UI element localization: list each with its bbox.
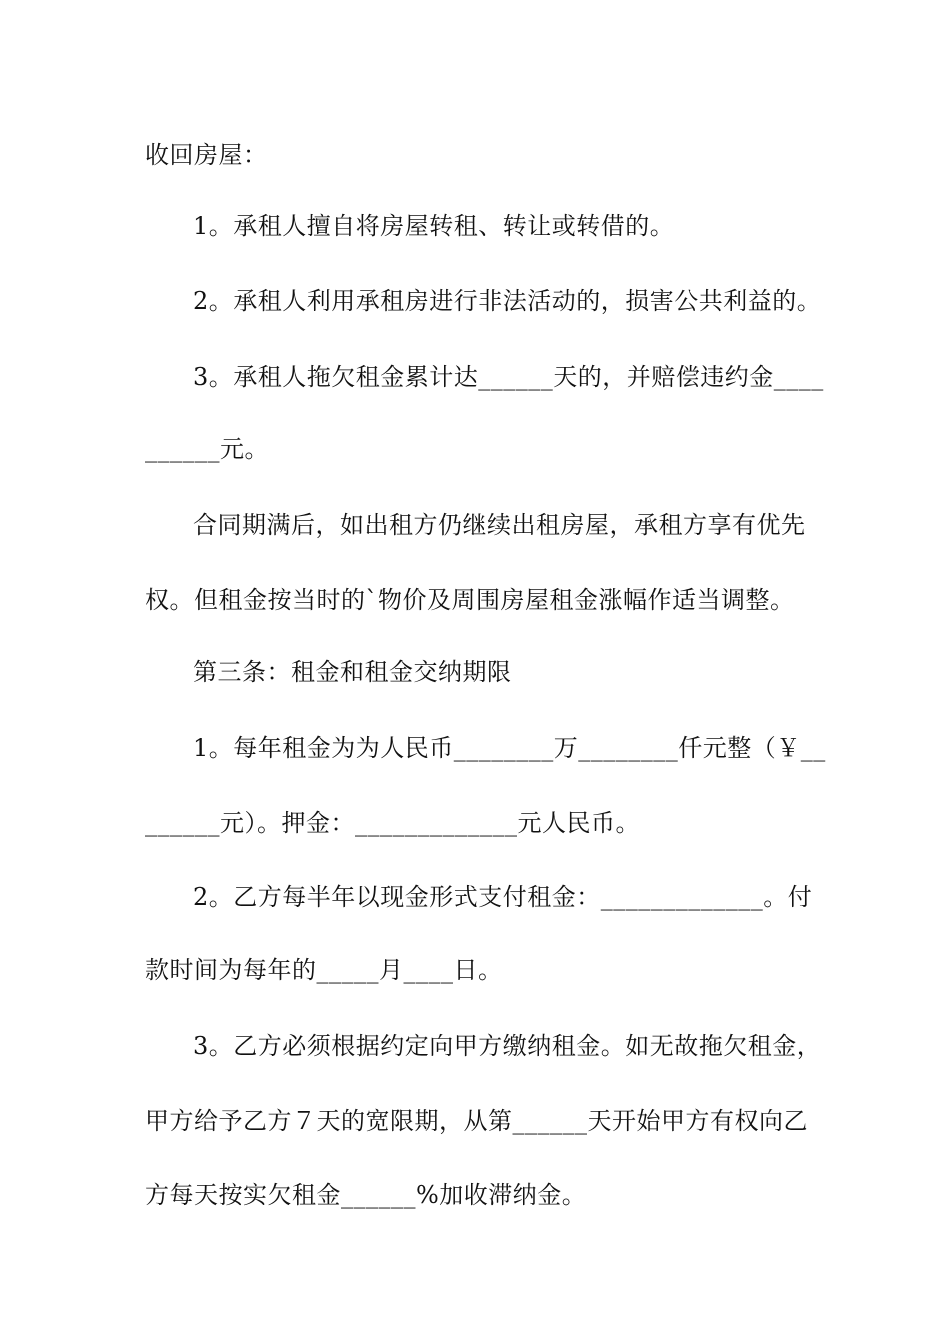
paragraph-line: 2。承租人利用承租房进行非法活动的，损害公共利益的。 bbox=[193, 287, 822, 315]
paragraph-line: 款时间为每年的_____月____日。 bbox=[145, 956, 503, 984]
paragraph-line: 甲方给予乙方７天的宽限期，从第______天开始甲方有权向乙 bbox=[145, 1107, 808, 1135]
paragraph-line: 合同期满后，如出租方仍继续出租房屋，承租方享有优先 bbox=[193, 511, 806, 539]
paragraph-line: ______元）。押金：_____________元人民币。 bbox=[145, 809, 640, 837]
paragraph-line: ______元。 bbox=[145, 435, 269, 463]
section-heading: 第三条：租金和租金交纳期限 bbox=[193, 658, 512, 686]
paragraph-line: 3。承租人拖欠租金累计达______天的，并赔偿违约金____ bbox=[193, 363, 824, 391]
paragraph-line: 2。乙方每半年以现金形式支付租金：_____________。付 bbox=[193, 883, 813, 911]
paragraph-line: 收回房屋： bbox=[145, 141, 268, 169]
paragraph-line: 1。每年租金为为人民币________万________仟元整（￥__ bbox=[193, 734, 826, 762]
paragraph-line: 3。乙方必须根据约定向甲方缴纳租金。如无故拖欠租金， bbox=[193, 1032, 822, 1060]
paragraph-line: 方每天按实欠租金______%加收滞纳金。 bbox=[145, 1181, 587, 1209]
paragraph-line: 权。但租金按当时的`物价及周围房屋租金涨幅作适当调整。 bbox=[145, 586, 795, 614]
paragraph-line: 1。承租人擅自将房屋转租、转让或转借的。 bbox=[193, 212, 675, 240]
